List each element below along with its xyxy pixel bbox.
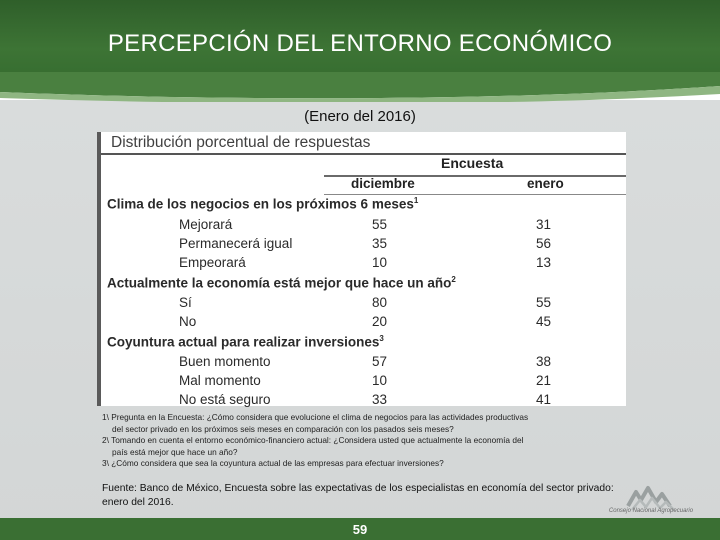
row-label: No — [179, 314, 197, 329]
table-row — [101, 236, 626, 256]
page-title: PERCEPCIÓN DEL ENTORNO ECONÓMICO — [107, 30, 613, 57]
footnote-2 — [102, 435, 627, 458]
column-header-enero: enero — [527, 176, 564, 191]
value-diciembre: 10 — [371, 255, 387, 270]
table-row — [101, 354, 626, 374]
value-enero: 45 — [535, 314, 551, 329]
row-label: Mejorará — [179, 217, 233, 232]
section-title: Clima de los negocios en los próximos 6 meses — [107, 196, 414, 212]
source-label: Fuente: Banco de México, — [102, 483, 222, 494]
value-enero: 21 — [535, 373, 551, 388]
footnote-ref: 2 — [451, 275, 456, 284]
table-row — [101, 314, 626, 334]
survey-table — [97, 132, 626, 406]
source-text: Encuesta sobre las expectativas de los especialistas en economía del sector privado: enero del 2016. — [102, 483, 614, 508]
footnote-text: 1\ Pregunta en la Encuesta: ¿Cómo considera que evolucione el clima de negocios para las actividades productivas — [102, 412, 529, 422]
value-diciembre: 20 — [371, 314, 387, 329]
value-enero: 41 — [535, 392, 551, 407]
column-header-rule — [324, 194, 626, 195]
value-diciembre: 10 — [371, 373, 387, 388]
section-heading — [101, 275, 626, 295]
page-number: 59 — [352, 522, 368, 537]
value-enero: 56 — [535, 236, 551, 251]
value-enero: 31 — [535, 217, 551, 232]
value-diciembre: 33 — [371, 392, 387, 407]
footnote-text-cont: del sector privado en los próximos seis meses en comparación con los pasados seis meses? — [112, 423, 454, 434]
footnote-text: 2\ Tomando en cuenta el entorno económico-financiero actual: ¿Considera usted que actualmente la economía del — [102, 435, 524, 446]
row-label: Buen momento — [179, 354, 271, 369]
value-diciembre: 57 — [371, 354, 387, 369]
table-row — [101, 295, 626, 315]
section-heading — [101, 196, 626, 216]
footnote-3 — [102, 458, 627, 470]
value-enero: 13 — [535, 255, 551, 270]
value-diciembre: 55 — [371, 217, 387, 232]
row-label: No está seguro — [179, 392, 271, 407]
page-subtitle: (Enero del 2016) — [304, 108, 416, 125]
column-header-diciembre: diciembre — [351, 176, 415, 191]
table-title: Distribución porcentual de respuestas — [111, 134, 371, 151]
footnote-text: 3\ ¿Cómo considera que sea la coyuntura actual de las empresas para efectuar inversiones? — [102, 458, 444, 469]
row-label: Mal momento — [179, 373, 261, 388]
section-heading — [101, 334, 626, 354]
footnote-text-cont: país está mejor que hace un año? — [112, 446, 238, 457]
logo-text: Consejo Nacional Agropecuario — [608, 508, 694, 514]
value-diciembre: 80 — [371, 295, 387, 310]
section-title: Coyuntura actual para realizar inversiones — [107, 334, 380, 350]
footnote-ref: 1 — [413, 196, 419, 205]
footnote-ref: 3 — [379, 334, 384, 343]
source-note — [102, 482, 622, 510]
section-title: Actualmente la economía está mejor que hace un año — [107, 275, 452, 291]
value-enero: 55 — [535, 295, 551, 310]
table-row — [101, 392, 626, 412]
table-row — [101, 373, 626, 393]
row-label: Sí — [179, 295, 192, 310]
mountains-logo-icon — [596, 480, 706, 520]
value-enero: 38 — [535, 354, 551, 369]
table-row — [101, 217, 626, 237]
value-diciembre: 35 — [371, 236, 387, 251]
group-header: Encuesta — [441, 155, 504, 171]
row-label: Permanecerá igual — [179, 236, 293, 251]
header-swoosh — [0, 72, 720, 102]
row-label: Empeorará — [179, 255, 246, 270]
footnote-1 — [102, 412, 627, 435]
footnotes — [102, 412, 627, 470]
table-row — [101, 255, 626, 275]
